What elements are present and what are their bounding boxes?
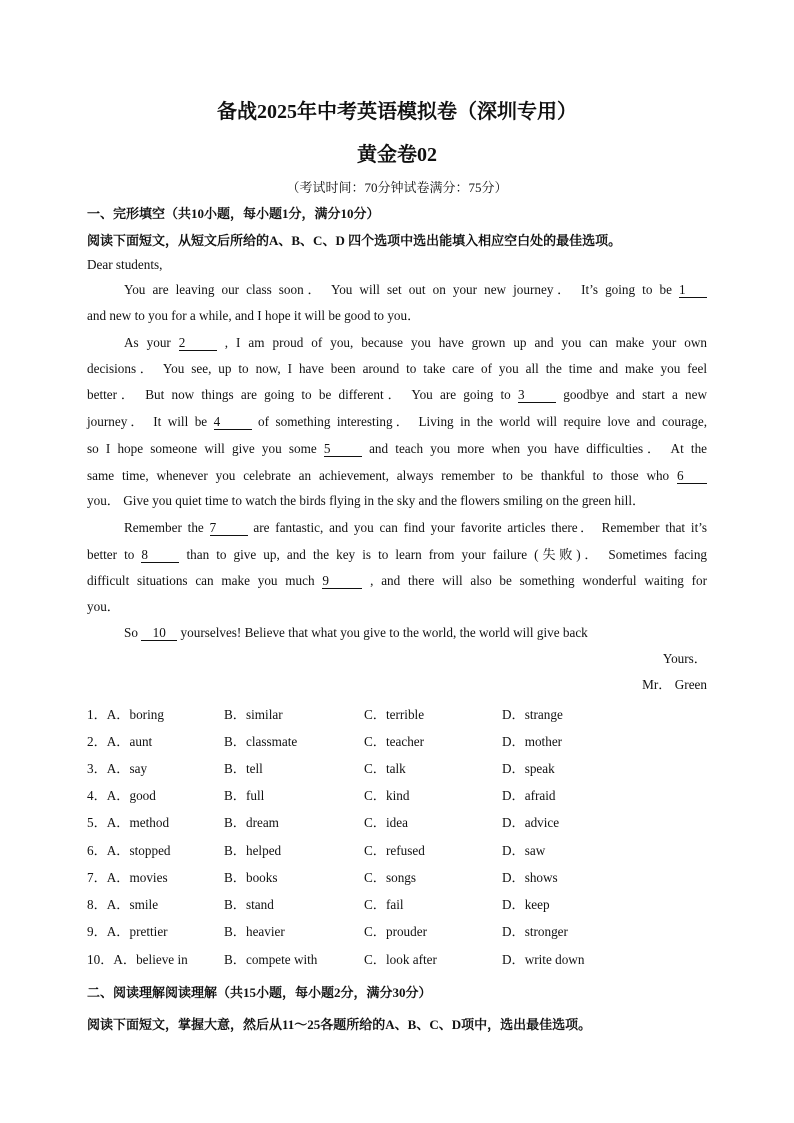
option-d: D．afraid (502, 788, 556, 803)
question-row (87, 758, 707, 776)
option-a-text: A．prettier (106, 924, 168, 939)
option-a (87, 867, 168, 886)
salutation: Dear students, (87, 257, 163, 272)
option-b: B．full (224, 788, 265, 803)
passage-text: yourselves! Believe that what you give to the world, the world will give back (180, 625, 588, 640)
option-a-text: A．method (106, 815, 170, 830)
option-a-text: A．say (106, 761, 148, 776)
question-number: 4． (87, 788, 107, 803)
option-a-text: A．good (106, 788, 156, 803)
question-row (87, 704, 707, 722)
passage-text: You are leaving our class soon． You will set out on your new journey． It’s going to be (124, 282, 672, 297)
option-d: D．mother (502, 734, 563, 749)
question-row (87, 812, 707, 830)
passage-line (124, 281, 707, 299)
option-c: C．kind (364, 788, 410, 803)
question-row (87, 921, 707, 939)
passage-text: than to give up, and the key is to learn from your failure (失败)． Sometimes facing (186, 547, 708, 562)
blank-3: 3 (518, 388, 556, 403)
question-row (87, 867, 707, 885)
option-b: B．books (224, 870, 278, 885)
option-a (87, 704, 164, 723)
option-b: B．compete with (224, 952, 318, 967)
section1-instruction: 阅读下面短文，从短文后所给的A、B、C、D 四个选项中选出能填入相应空白处的最佳选项。 (87, 233, 622, 248)
option-c: C．idea (364, 815, 408, 830)
question-row (87, 840, 707, 858)
option-d: D．stronger (502, 924, 568, 939)
passage-text: , and there will also be something wonderful waiting for (370, 573, 708, 588)
option-c: C．songs (364, 870, 417, 885)
question-number: 9． (87, 924, 107, 939)
passage-line (87, 572, 707, 590)
question-row (87, 785, 707, 803)
passage-text: So (124, 625, 138, 640)
option-c: C．fail (364, 897, 404, 912)
option-a (87, 785, 156, 804)
option-a-text: A．believe in (113, 952, 188, 967)
passage-line: and new to you for a while, and I hope it will be good to you． (87, 308, 421, 323)
passage-text: of something interesting． Living in the world will require love and courage, (258, 414, 707, 429)
blank-9: 9 (322, 574, 362, 589)
passage-text: better to (87, 547, 135, 562)
option-a-text: A．smile (106, 897, 159, 912)
question-row (87, 731, 707, 749)
passage-line: decisions． You see, up to now, I have been around to take care of you all the time and make you feel (87, 361, 707, 376)
option-a-text: A．stopped (106, 843, 171, 858)
option-c: C．terrible (364, 707, 425, 722)
option-a-text: A．boring (106, 707, 164, 722)
option-a (87, 894, 158, 913)
question-number: 2． (87, 734, 107, 749)
question-number: 10． (87, 952, 114, 967)
option-c: C．refused (364, 843, 425, 858)
question-number: 3． (87, 761, 107, 776)
passage-line (87, 467, 707, 485)
option-b: B．tell (224, 761, 263, 776)
passage-text: so I hope someone will give you some (87, 441, 317, 456)
option-d: D．saw (502, 843, 546, 858)
option-a (87, 840, 171, 859)
passage-text: better． But now things are going to be different． You are going to (87, 387, 511, 402)
question-number: 5． (87, 815, 107, 830)
passage-line (87, 546, 707, 564)
blank-2: 2 (179, 336, 217, 351)
option-b: B．stand (224, 897, 274, 912)
passage-line (124, 519, 707, 537)
option-d: D．advice (502, 815, 560, 830)
blank-7: 7 (210, 521, 248, 536)
blank-10: 10 (141, 626, 177, 641)
passage-text: journey． It will be (87, 414, 208, 429)
option-d: D．keep (502, 897, 550, 912)
passage-line (87, 440, 707, 458)
option-a-text: A．aunt (106, 734, 153, 749)
question-number: 8． (87, 897, 107, 912)
passage-text: Remember the (124, 520, 204, 535)
passage-line (124, 624, 707, 642)
passage-line (87, 413, 707, 431)
option-b: B．heavier (224, 924, 285, 939)
passage-text: As your (124, 335, 171, 350)
passage-text: , I am proud of you, because you have grown up and you can make your own (224, 335, 707, 350)
option-c: C．teacher (364, 734, 425, 749)
passage-text: goodbye and start a new (563, 387, 708, 402)
option-c: C．talk (364, 761, 406, 776)
blank-8: 8 (141, 548, 179, 563)
option-b: B．classmate (224, 734, 298, 749)
option-d: D．strange (502, 707, 563, 722)
exam-info: （考试时间：70分钟试卷满分：75分） (286, 180, 508, 195)
question-number: 6． (87, 843, 107, 858)
option-a (87, 921, 168, 940)
section2-instruction: 阅读下面短文，掌握大意，然后从11～25各题所给的A、B、C、D项中，选出最佳选项。 (87, 1017, 592, 1032)
option-b: B．dream (224, 815, 279, 830)
passage-line (87, 386, 707, 404)
section1-heading: 一、完形填空（共10小题，每小题1分，满分10分） (87, 206, 380, 221)
passage-text: are fantastic, and you can find your favorite articles there． Remember that it’s (253, 520, 708, 535)
passage-line (124, 334, 707, 352)
question-row (87, 949, 707, 967)
option-a (87, 812, 169, 831)
option-a-text: A．movies (106, 870, 168, 885)
exam-title: 备战2025年中考英语模拟卷（深圳专用） (217, 101, 577, 123)
option-a (87, 758, 147, 777)
blank-1: 1 (679, 283, 707, 298)
option-d: D．speak (502, 761, 555, 776)
blank-6: 6 (677, 469, 707, 484)
section2-heading: 二、阅读理解阅读理解（共15小题，每小题2分，满分30分） (87, 985, 432, 1000)
letter-closing: Yours． (662, 651, 707, 666)
exam-subtitle: 黄金卷02 (357, 144, 437, 166)
option-c: C．look after (364, 952, 437, 967)
passage-text: same time, whenever you celebrate an achievement, always remember to be thankful to those who (87, 468, 670, 483)
question-number: 7． (87, 870, 107, 885)
passage-line: you． Give you quiet time to watch the birds flying in the sky and the flowers smiling on the green hill． (87, 493, 646, 508)
blank-5: 5 (324, 442, 362, 457)
option-d: D．shows (502, 870, 558, 885)
passage-line: you． (87, 599, 120, 614)
option-d: D．write down (502, 952, 585, 967)
option-c: C．prouder (364, 924, 427, 939)
option-b: B．similar (224, 707, 283, 722)
passage-text: and teach you more when you have difficulties． At the (369, 441, 708, 456)
option-a (87, 949, 188, 968)
question-row (87, 894, 707, 912)
passage-text: difficult situations can make you much (87, 573, 315, 588)
option-a (87, 731, 152, 750)
question-number: 1． (87, 707, 107, 722)
letter-signature: Mr． Green (642, 677, 707, 692)
blank-4: 4 (214, 415, 252, 430)
option-b: B．helped (224, 843, 282, 858)
